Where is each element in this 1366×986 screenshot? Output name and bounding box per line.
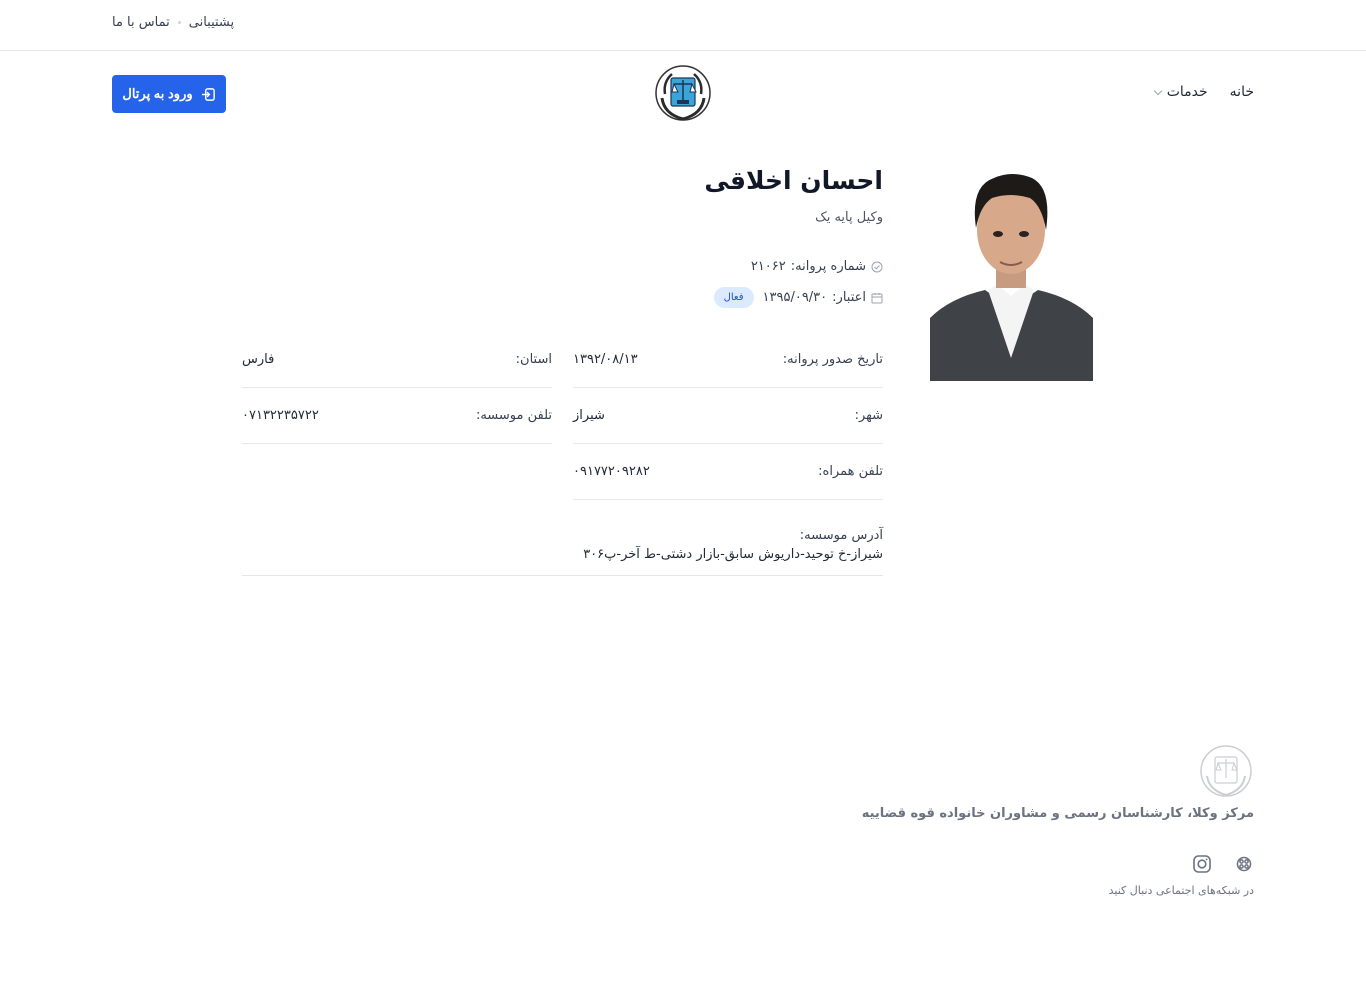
validity-date: ۱۳۹۵/۰۹/۳۰ (762, 290, 828, 305)
social-note: در شبکه‌های اجتماعی دنبال کنید (1108, 884, 1254, 897)
city-label: شهر: (854, 408, 883, 423)
address-value: شیراز-خ توحید-داریوش سابق-بازار دشتی-ط آخر-پ۳۰۶ (583, 547, 883, 562)
portal-login-label: ورود به پرتال (122, 86, 193, 101)
lawyer-photo (930, 158, 1093, 381)
chevron-down-icon (1153, 86, 1161, 94)
lawyer-name: احسان اخلاقی (704, 166, 883, 195)
nav-home[interactable]: خانه (1229, 84, 1254, 100)
issue-date-value: ۱۳۹۲/۰۸/۱۳ (573, 352, 638, 367)
main-nav (1155, 84, 1254, 100)
address-label: آدرس موسسه: (799, 528, 883, 543)
judiciary-logo[interactable] (654, 64, 712, 122)
social-links (1192, 854, 1254, 874)
license-number: ۲۱۰۶۲ (750, 259, 786, 274)
issue-date-field (573, 332, 883, 388)
province-field (242, 332, 552, 388)
check-circle-icon (871, 261, 883, 273)
calendar-icon (871, 292, 883, 304)
city-value: شیراز (573, 408, 605, 423)
top-links (112, 15, 234, 30)
contact-link[interactable]: تماس با ما (112, 15, 170, 30)
aparat-icon[interactable] (1234, 854, 1254, 874)
license-row (751, 259, 883, 274)
city-field (573, 388, 883, 444)
province-value: فارس (242, 352, 275, 367)
footer-logo (1199, 744, 1253, 798)
footer-title: مرکز وکلا، کارشناسان رسمی و مشاوران خانواده قوه قضاییه (861, 806, 1254, 821)
mobile-value: ۰۹۱۷۷۲۰۹۲۸۲ (573, 464, 650, 479)
office-phone-value: ۰۷۱۳۲۲۳۵۷۲۲ (242, 408, 319, 423)
address-field (242, 520, 883, 576)
nav-services[interactable] (1155, 84, 1208, 100)
instagram-icon[interactable] (1192, 854, 1212, 874)
province-label: استان: (515, 352, 552, 367)
portal-login-button[interactable] (112, 75, 226, 113)
validity-row (714, 287, 883, 308)
top-bar (0, 0, 1366, 51)
validity-label: اعتبار: (832, 290, 866, 305)
office-phone-label: تلفن موسسه: (475, 408, 552, 423)
mobile-label: تلفن همراه: (818, 464, 883, 479)
support-link[interactable]: پشتیبانی (188, 15, 235, 30)
office-phone-field (242, 388, 552, 444)
issue-date-label: تاریخ صدور پروانه: (782, 352, 883, 367)
lawyer-role: وکیل پایه یک (815, 210, 883, 225)
mobile-field (573, 444, 883, 500)
nav-services-label: خدمات (1166, 84, 1208, 100)
login-icon (201, 87, 216, 102)
license-label: شماره پروانه: (790, 259, 866, 274)
status-badge: فعال (714, 287, 754, 308)
separator-dot (178, 21, 181, 24)
